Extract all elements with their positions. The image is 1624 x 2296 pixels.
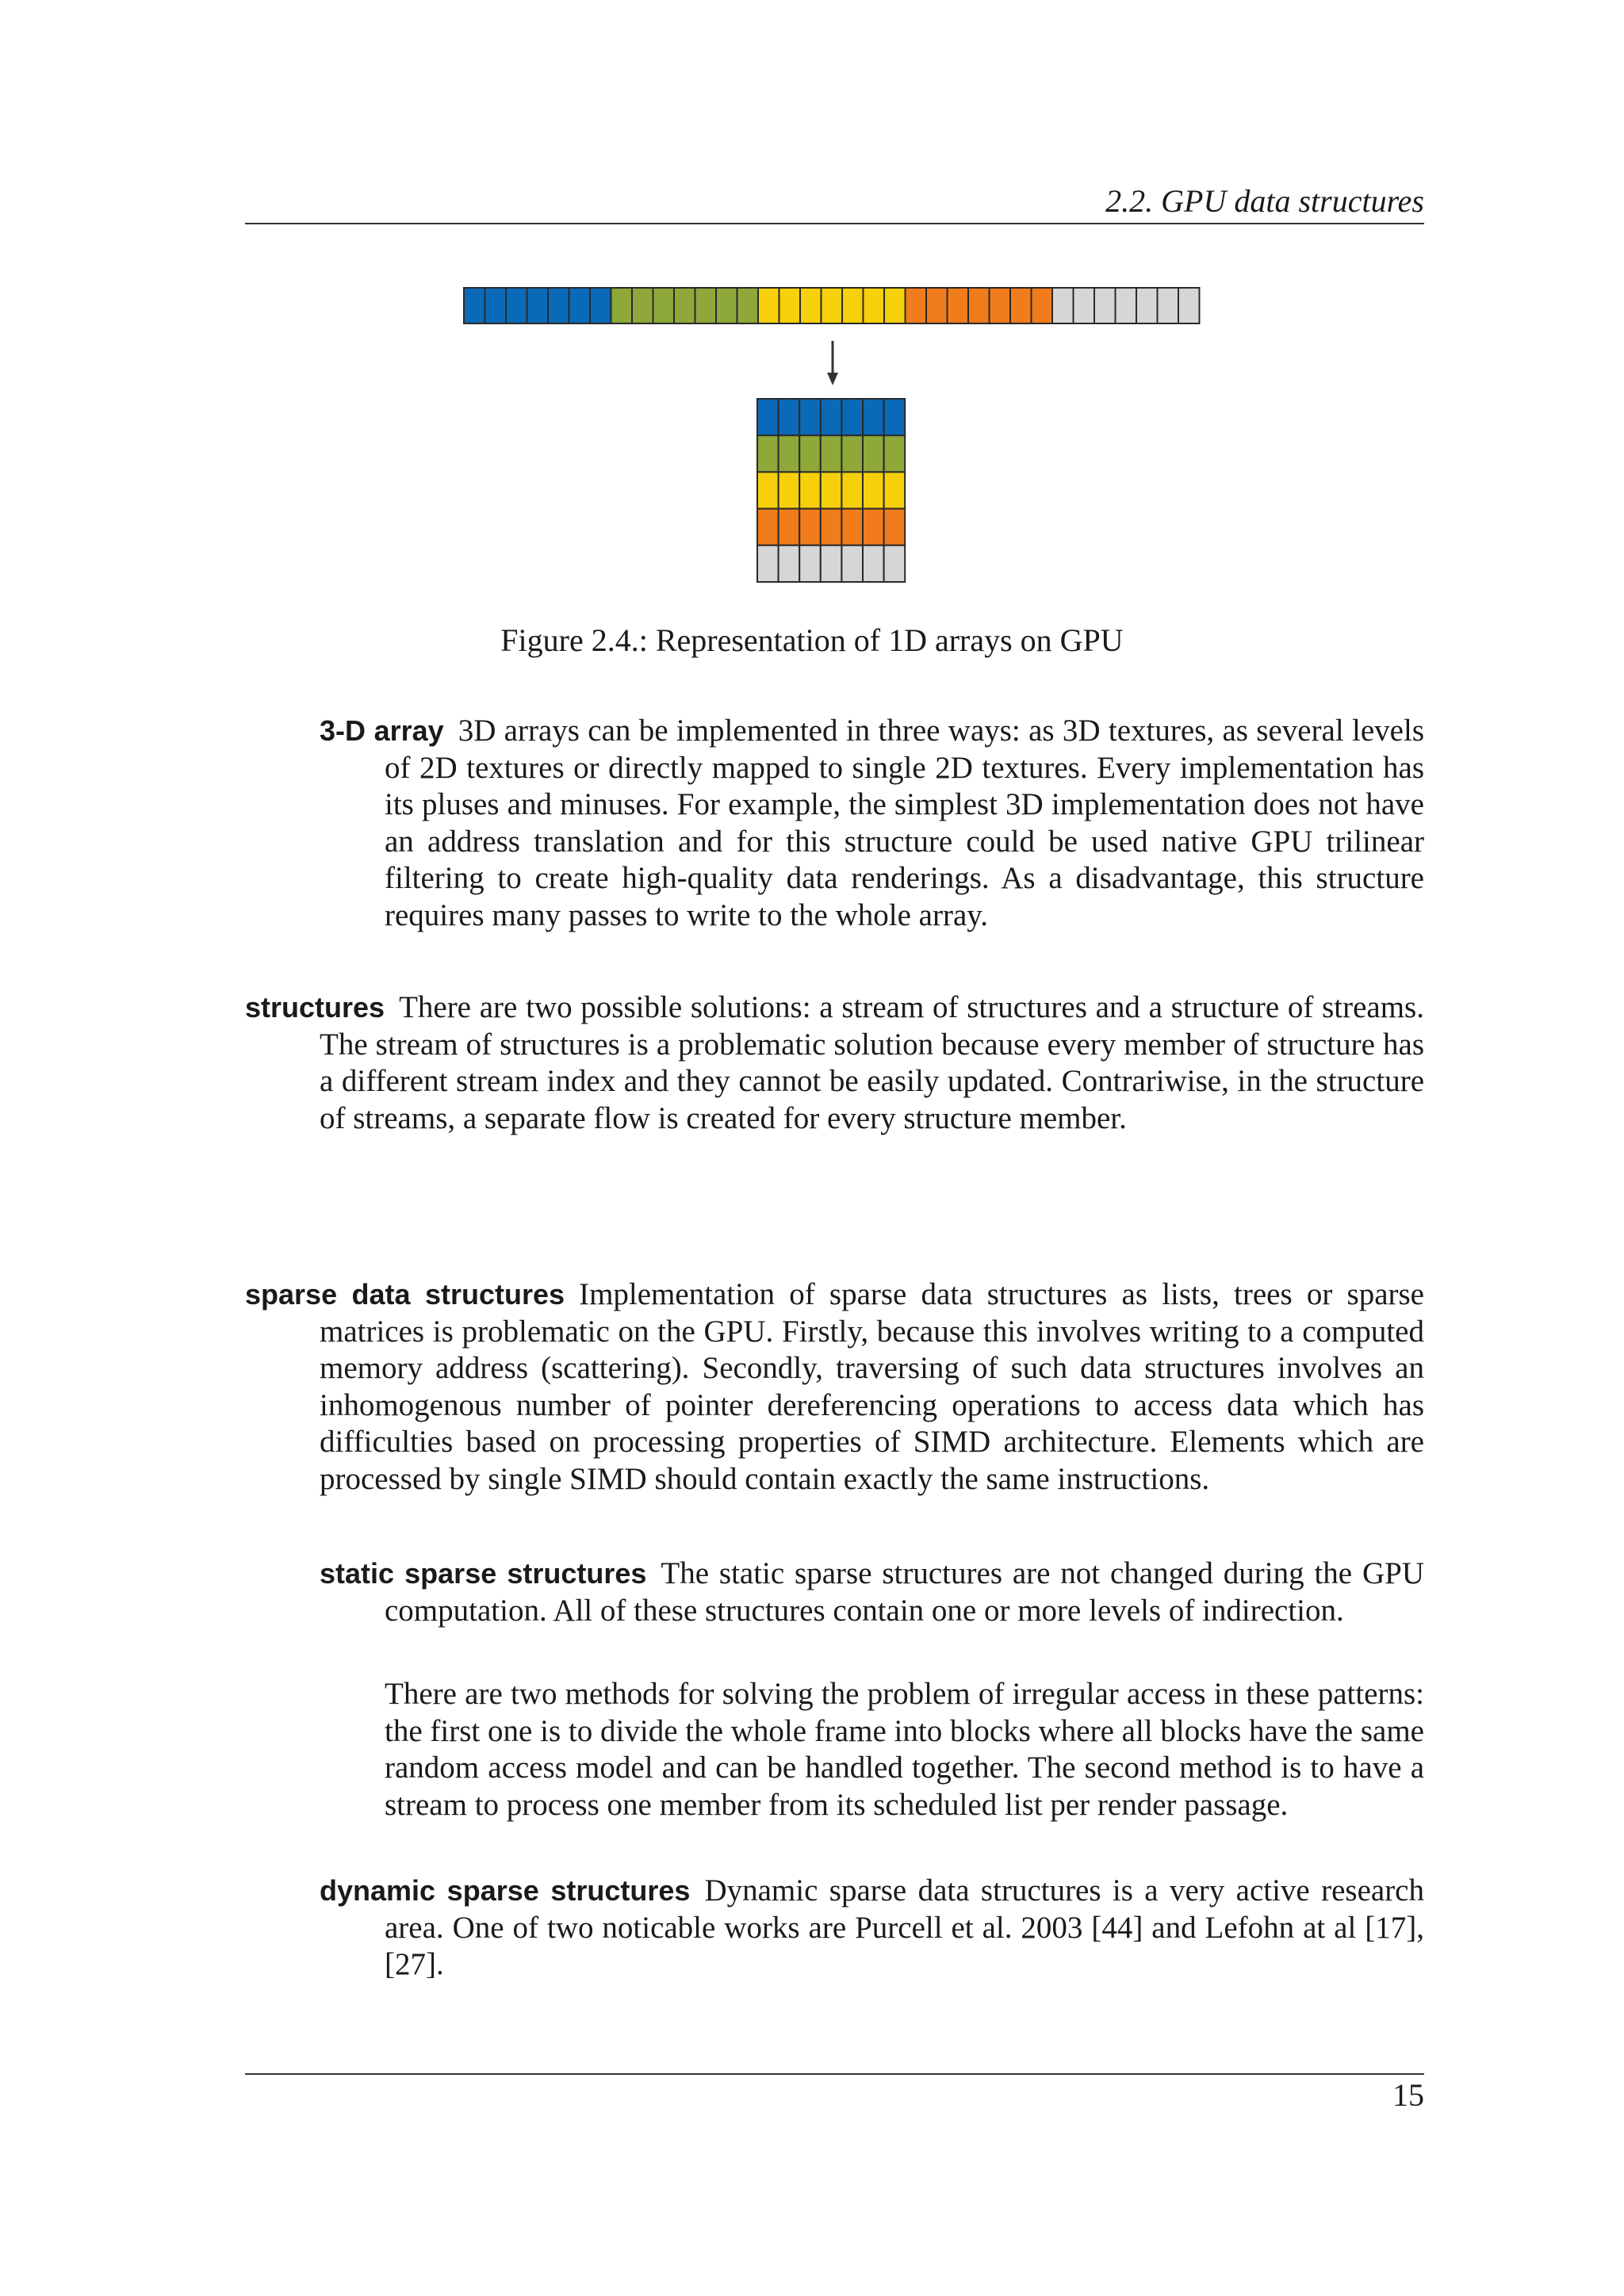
term-dynamic-sparse-structures: dynamic sparse structures bbox=[320, 1874, 691, 1907]
grid-cell bbox=[821, 399, 842, 435]
1d-array-strip bbox=[464, 288, 1200, 323]
strip-cell bbox=[864, 288, 885, 323]
grid-cell bbox=[821, 472, 842, 508]
grid-cell bbox=[863, 509, 884, 545]
grid-cell bbox=[779, 509, 800, 545]
footer-rule bbox=[245, 2073, 1424, 2075]
running-header: 2.2. GPU data structures bbox=[1105, 183, 1424, 219]
grid-cell bbox=[863, 435, 884, 472]
grid-cell bbox=[821, 435, 842, 472]
grid-cell bbox=[799, 545, 821, 582]
strip-cell bbox=[611, 288, 633, 323]
entry-static-sparse-structures-text-2: There are two methods for solving the problem of irregular access in these patterns: the first one is to divide the whole frame into blocks where all blocks have the same random access model and can be handled together. The second method is to have a stream to process one member from its scheduled list per render passage. bbox=[385, 1677, 1424, 1822]
grid-cell bbox=[757, 399, 779, 435]
grid-cell bbox=[799, 435, 821, 472]
strip-cell bbox=[632, 288, 653, 323]
strip-cell bbox=[926, 288, 948, 323]
grid-cell bbox=[841, 472, 863, 508]
grid-cell bbox=[884, 435, 906, 472]
grid-cell bbox=[757, 435, 779, 472]
strip-cell bbox=[1032, 288, 1053, 323]
term-static-sparse-structures: static sparse structures bbox=[320, 1557, 647, 1590]
strip-cell bbox=[569, 288, 591, 323]
entry-dynamic-sparse-structures bbox=[320, 1873, 1424, 1984]
strip-cell bbox=[506, 288, 527, 323]
grid-cell bbox=[884, 545, 906, 582]
strip-cell bbox=[948, 288, 969, 323]
strip-cell bbox=[716, 288, 737, 323]
grid-cell bbox=[799, 509, 821, 545]
strip-cell bbox=[674, 288, 695, 323]
entry-dynamic-sparse-structures-text: Dynamic sparse data structures is a very active research area. One of two noticable works are Purcell et al. 2003 [44] and Lefohn at al [17], [27]. bbox=[385, 1873, 1424, 1981]
strip-cell bbox=[464, 288, 485, 323]
grid-cell bbox=[884, 472, 906, 508]
strip-cell bbox=[1158, 288, 1179, 323]
array-figure bbox=[0, 0, 1624, 603]
grid-cell bbox=[841, 509, 863, 545]
entry-3d-array bbox=[320, 713, 1424, 934]
grid-cell bbox=[757, 509, 779, 545]
strip-cell bbox=[906, 288, 927, 323]
entry-sparse-data-structures bbox=[245, 1276, 1424, 1498]
term-structures: structures bbox=[245, 991, 385, 1024]
strip-cell bbox=[695, 288, 717, 323]
term-3d-array: 3-D array bbox=[320, 714, 444, 747]
grid-cell bbox=[841, 435, 863, 472]
grid-cell bbox=[884, 399, 906, 435]
entry-3d-array-text: 3D arrays can be implemented in three ways: as 3D textures, as several levels of 2D textures or directly mapped to single 2D textures. Every implementation has its pluses and minuses. For example, the simplest 3D implementation does not have an address translation and for this structure could be used native GPU trilinear filtering to create high-quality data renderings. As a disadvantage, this structure requires many passes to write to the whole array. bbox=[385, 714, 1425, 932]
grid-cell bbox=[779, 472, 800, 508]
grid-cell bbox=[821, 509, 842, 545]
strip-cell bbox=[758, 288, 779, 323]
strip-cell bbox=[527, 288, 549, 323]
strip-cell bbox=[485, 288, 507, 323]
grid-cell bbox=[779, 545, 800, 582]
strip-cell bbox=[590, 288, 611, 323]
down-arrow-icon bbox=[827, 341, 838, 385]
grid-cell bbox=[757, 472, 779, 508]
strip-cell bbox=[1094, 288, 1116, 323]
grid-cell bbox=[884, 509, 906, 545]
strip-cell bbox=[1074, 288, 1095, 323]
strip-cell bbox=[822, 288, 843, 323]
grid-cell bbox=[799, 399, 821, 435]
entry-structures-text: There are two possible solutions: a stream of structures and a structure of streams. The stream of structures is a problematic solution because every member of structure has a different stream index and they cannot be easily updated. Contrariwise, in the structure of streams, a separate flow is created for every structure member. bbox=[320, 990, 1424, 1135]
entry-static-sparse-structures-paragraph-2 bbox=[385, 1676, 1424, 1823]
term-sparse-data-structures: sparse data structures bbox=[245, 1278, 565, 1311]
strip-cell bbox=[779, 288, 801, 323]
strip-cell bbox=[1010, 288, 1032, 323]
grid-cell bbox=[863, 545, 884, 582]
strip-cell bbox=[884, 288, 906, 323]
strip-cell bbox=[737, 288, 759, 323]
strip-cell bbox=[990, 288, 1011, 323]
strip-cell bbox=[842, 288, 864, 323]
strip-cell bbox=[548, 288, 569, 323]
page-number: 15 bbox=[1392, 2077, 1424, 2113]
grid-cell bbox=[799, 472, 821, 508]
grid-cell bbox=[841, 545, 863, 582]
strip-cell bbox=[653, 288, 675, 323]
grid-cell bbox=[779, 399, 800, 435]
grid-cell bbox=[821, 545, 842, 582]
entry-sparse-data-structures-text: Implementation of sparse data structures as lists, trees or sparse matrices is problematic on the GPU. Firstly, because this involves writing to a computed memory address (scattering). Secondly, traversing of such data structures involves an inhomogenous number of pointer dereferencing operations to access data which has difficulties based on processing properties of SIMD architecture. Elements which are processed by single SIMD should contain exactly the same instructions. bbox=[320, 1277, 1424, 1496]
2d-texture-grid bbox=[757, 399, 905, 582]
strip-cell bbox=[1136, 288, 1158, 323]
strip-cell bbox=[1178, 288, 1200, 323]
grid-cell bbox=[757, 545, 779, 582]
entry-static-sparse-structures-text: The static sparse structures are not changed during the GPU computation. All of these structures contain one or more levels of indirection. bbox=[385, 1556, 1424, 1628]
entry-static-sparse-structures bbox=[320, 1556, 1424, 1629]
strip-cell bbox=[1052, 288, 1074, 323]
strip-cell bbox=[800, 288, 822, 323]
grid-cell bbox=[863, 399, 884, 435]
grid-cell bbox=[863, 472, 884, 508]
strip-cell bbox=[1116, 288, 1137, 323]
strip-cell bbox=[968, 288, 990, 323]
figure-caption: Figure 2.4.: Representation of 1D arrays on GPU bbox=[500, 622, 1124, 658]
grid-cell bbox=[841, 399, 863, 435]
entry-structures bbox=[245, 989, 1424, 1137]
grid-cell bbox=[779, 435, 800, 472]
